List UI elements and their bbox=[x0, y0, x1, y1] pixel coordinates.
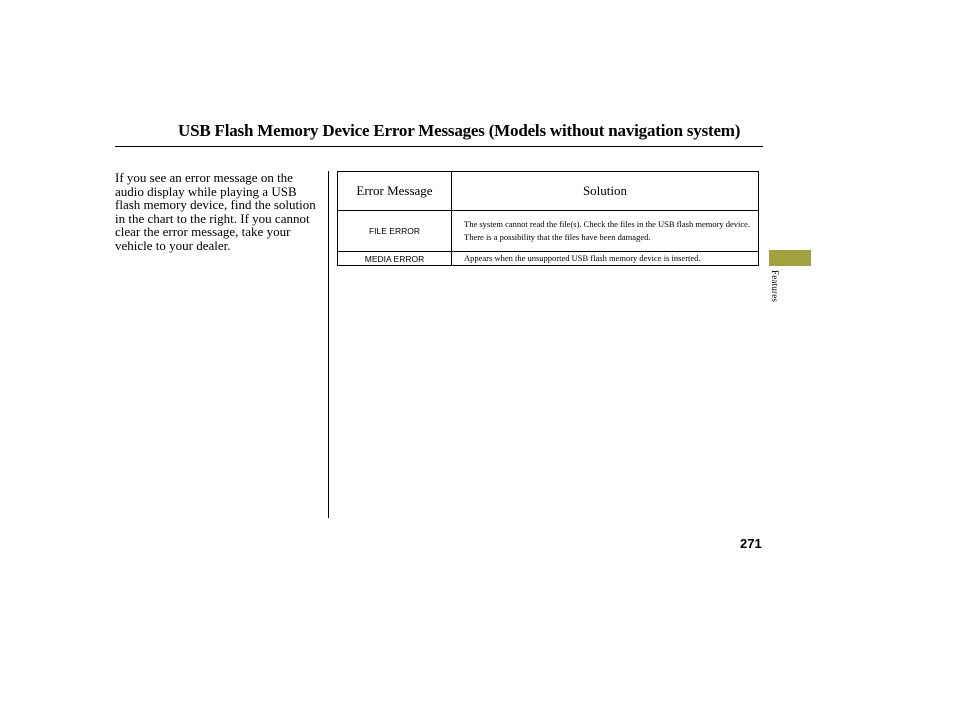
header-error-message: Error Message bbox=[338, 172, 452, 211]
table-row bbox=[338, 211, 759, 252]
error-message-table bbox=[337, 171, 759, 266]
page-title: USB Flash Memory Device Error Messages (Models without navigation system) bbox=[178, 121, 741, 140]
intro-paragraph: If you see an error message on the audio display while playing a USB flash memory device, find the solution in the chart to the right. If you cannot clear the error message, take your vehicle to your dealer. bbox=[115, 170, 316, 253]
section-tab-marker bbox=[769, 250, 811, 266]
error-message-cell: MEDIA ERROR bbox=[338, 252, 452, 266]
table-header-row bbox=[338, 172, 759, 211]
header-solution: Solution bbox=[452, 172, 759, 211]
error-message-cell: FILE ERROR bbox=[338, 211, 452, 252]
title-divider bbox=[115, 146, 763, 147]
section-tab-label: Features bbox=[770, 270, 780, 303]
table-row bbox=[338, 252, 759, 266]
solution-cell: Appears when the unsupported USB flash memory device is inserted. bbox=[452, 252, 759, 266]
page-number: 271 bbox=[740, 536, 762, 551]
solution-cell: The system cannot read the file(s). Check the files in the USB flash memory device. There is a possibility that the files have been damaged. bbox=[452, 211, 759, 252]
column-divider bbox=[328, 171, 329, 518]
